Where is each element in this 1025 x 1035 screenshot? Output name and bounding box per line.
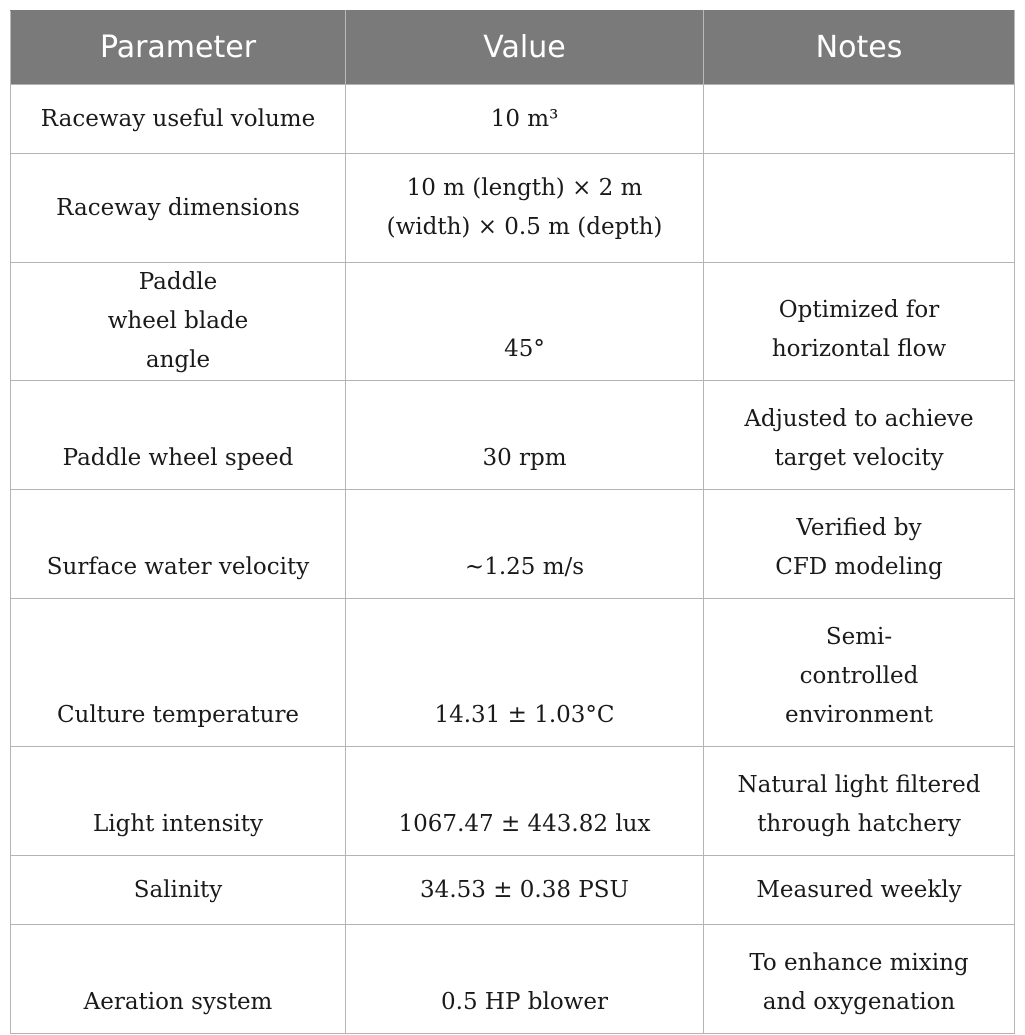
cell-notes: Verified by CFD modeling [704, 490, 1015, 599]
table-row [11, 747, 1015, 856]
cell-notes: Natural light filtered through hatchery [704, 747, 1015, 856]
cell-parameter: Culture temperature [11, 599, 346, 747]
cell-notes [704, 154, 1015, 263]
cell-notes: Adjusted to achieve target velocity [704, 381, 1015, 490]
cell-parameter: Raceway useful volume [11, 85, 346, 154]
table-body [11, 85, 1015, 1034]
cell-value: 14.31 ± 1.03°C [346, 599, 704, 747]
cell-parameter: Light intensity [11, 747, 346, 856]
cell-parameter: Surface water velocity [11, 490, 346, 599]
cell-parameter: Paddle wheel speed [11, 381, 346, 490]
parameters-table [10, 10, 1015, 1034]
cell-value: 1067.47 ± 443.82 lux [346, 747, 704, 856]
cell-value: 0.5 HP blower [346, 925, 704, 1034]
cell-parameter: Salinity [11, 856, 346, 925]
cell-notes: To enhance mixing and oxygenation [704, 925, 1015, 1034]
cell-value: 10 m³ [346, 85, 704, 154]
table-header [11, 11, 1015, 85]
header-row [11, 11, 1015, 85]
header-parameter: Parameter [11, 11, 346, 85]
cell-value: 34.53 ± 0.38 PSU [346, 856, 704, 925]
table-row [11, 599, 1015, 747]
cell-notes: Semi-controlled environment [704, 599, 1015, 747]
cell-notes: Optimized for horizontal flow [704, 263, 1015, 381]
cell-value: 30 rpm [346, 381, 704, 490]
cell-parameter: Aeration system [11, 925, 346, 1034]
cell-notes [704, 85, 1015, 154]
table-row [11, 856, 1015, 925]
table-row [11, 925, 1015, 1034]
cell-value: ~1.25 m/s [346, 490, 704, 599]
cell-parameter: Paddle wheel blade angle [11, 263, 346, 381]
table-row [11, 154, 1015, 263]
table-row [11, 263, 1015, 381]
table-row [11, 381, 1015, 490]
cell-notes: Measured weekly [704, 856, 1015, 925]
cell-value: 10 m (length) × 2 m (width) × 0.5 m (depth) [346, 154, 704, 263]
header-value: Value [346, 11, 704, 85]
header-notes: Notes [704, 11, 1015, 85]
cell-parameter: Raceway dimensions [11, 154, 346, 263]
table-row [11, 490, 1015, 599]
table-row [11, 85, 1015, 154]
cell-value: 45° [346, 263, 704, 381]
